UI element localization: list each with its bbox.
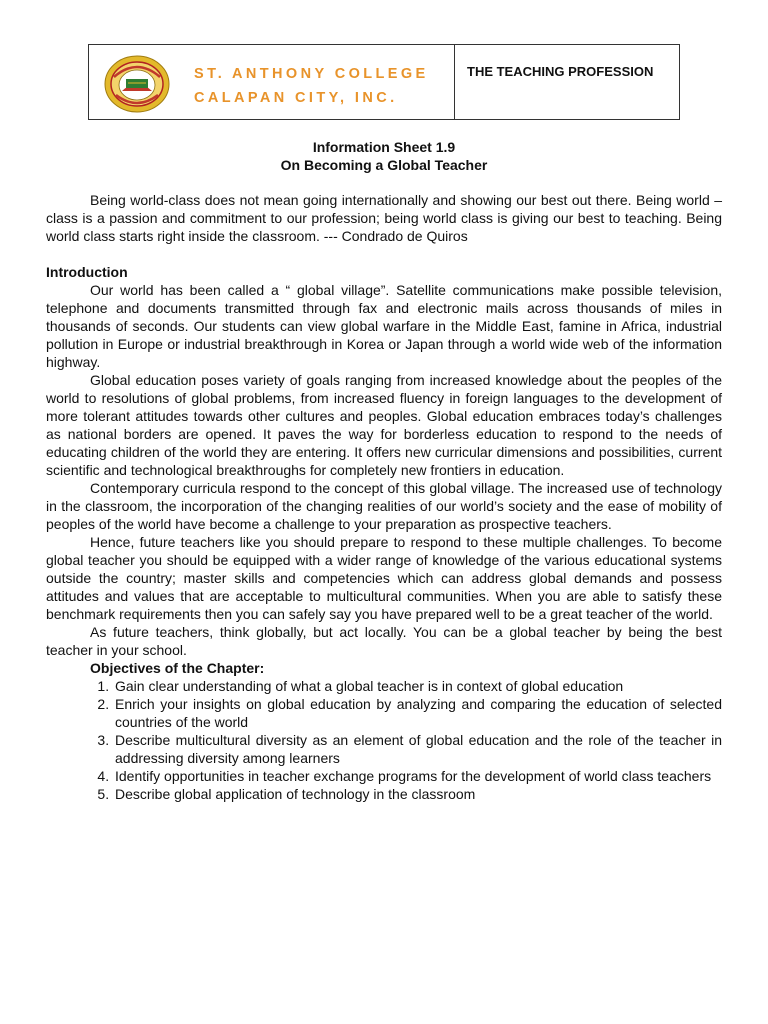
- sheet-number: Information Sheet 1.9: [312, 139, 456, 155]
- course-block: [455, 45, 679, 119]
- opening-quote: Being world-class does not mean going internationally and showing our best out there. Being world –class is a passion and commitment to our profession; being world class is giving our best to teaching. Being world class starts right inside the classroom. --- Condrado de Quiros: [46, 192, 722, 244]
- header-box: [88, 44, 680, 120]
- objective-item: 1. Gain clear understanding of what a global teacher is in context of global education: [113, 677, 722, 695]
- intro-paragraph: Contemporary curricula respond to the concept of this global village. The increased use of technology in the classroom, the incorporation of the changing realities of our world’s society and the ease of mobility of peoples of the world have become a challenge to your preparation as prospective teachers.: [46, 480, 722, 532]
- objective-item: 5. Describe global application of technology in the classroom: [113, 785, 722, 803]
- objectives-list: [46, 677, 722, 803]
- college-seal-logo: [104, 55, 170, 113]
- intro-paragraph: Our world has been called a “ global village”. Satellite communications make possible television, telephone and documents transmitted through fax and electronic mails across thousands of miles in thousands of seconds. Our students can view global warfare in the Middle East, famine in Africa, industrial pollution in Europe or industrial breakthrough in Korea or Japan through a world wide web of the information highway.: [46, 282, 722, 370]
- objective-item: 4. Identify opportunities in teacher exchange programs for the development of world class teachers: [113, 767, 722, 785]
- intro-paragraph: As future teachers, think globally, but act locally. You can be a global teacher by being the best teacher in your school.: [46, 624, 722, 658]
- document-body: [46, 191, 722, 803]
- course-title: THE TEACHING PROFESSION: [467, 64, 654, 79]
- college-block: [89, 45, 455, 119]
- sheet-subtitle: On Becoming a Global Teacher: [280, 157, 488, 173]
- objectives-heading: Objectives of the Chapter:: [90, 660, 265, 676]
- intro-paragraph: Global education poses variety of goals ranging from increased knowledge about the peoples of the world to resolutions of global problems, from increased fluency in foreign languages to the development of more tolerant attitudes towards other cultures and peoples. Global education embraces today’s challenges as national borders are opened. It paves the way for borderless education to respond to the needs of educating children of the world they are entering. It offers new curricular dimensions and possibilities, current scientific and technological breakthroughs for completely new frontiers in education.: [46, 372, 722, 478]
- college-name: ST. ANTHONY COLLEGE: [194, 66, 429, 82]
- section-heading-introduction: Introduction: [46, 264, 128, 280]
- college-location: CALAPAN CITY, INC.: [194, 90, 398, 106]
- sheet-title: [0, 138, 768, 174]
- objective-item: 2. Enrich your insights on global education by analyzing and comparing the education of selected countries of the world: [113, 695, 722, 731]
- intro-paragraph: Hence, future teachers like you should prepare to respond to these multiple challenges. To become global teacher you should be equipped with a wider range of knowledge of the various educational systems outside the country; master skills and competencies which can address global demands and possess attitudes and values that are acceptable to multicultural communities. When you are able to satisfy these benchmark requirements then you can safely say you have prepared well to be a great teacher of the world.: [46, 534, 722, 622]
- objective-item: 3. Describe multicultural diversity as an element of global education and the role of the teacher in addressing diversity among learners: [113, 731, 722, 767]
